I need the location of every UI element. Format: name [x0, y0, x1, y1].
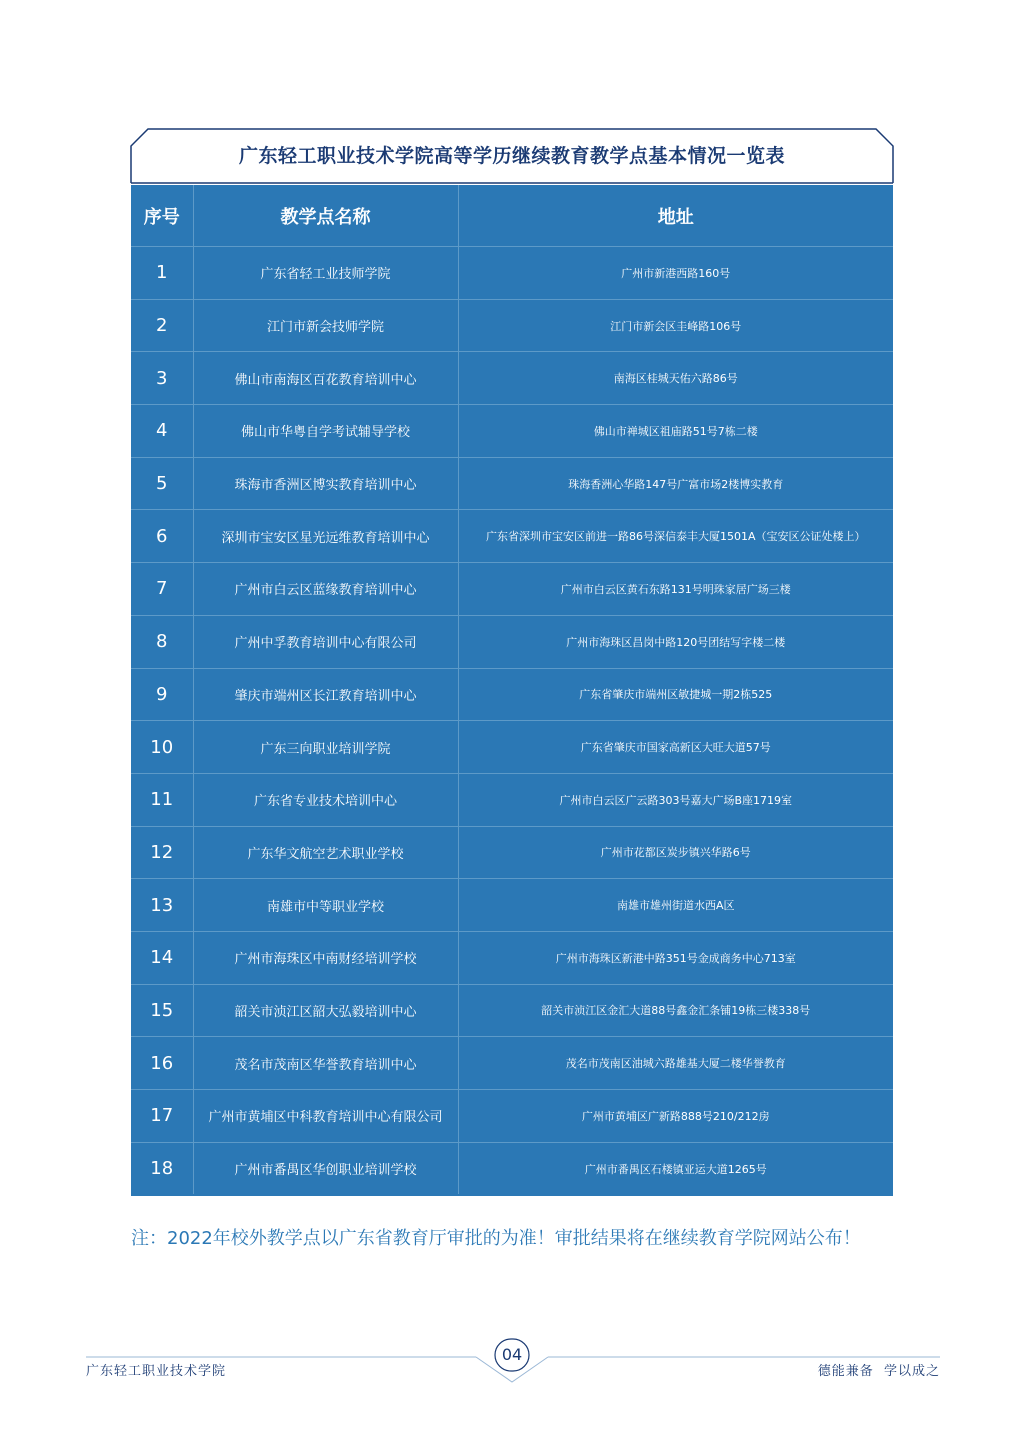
table-row — [131, 1037, 893, 1090]
row-number: 15 — [131, 984, 193, 1037]
table-row — [131, 668, 893, 721]
table-header-row — [131, 185, 893, 247]
row-number: 13 — [131, 879, 193, 932]
row-site-name: 广州市番禺区华创职业培训学校 — [193, 1142, 458, 1194]
table-row — [131, 1090, 893, 1143]
teaching-sites-table — [131, 185, 893, 1196]
row-number: 3 — [131, 352, 193, 405]
row-address: 韶关市浈江区金汇大道88号鑫金汇条铺19栋三楼338号 — [458, 984, 893, 1037]
row-site-name: 珠海市香洲区博实教育培训中心 — [193, 457, 458, 510]
table-row — [131, 510, 893, 563]
table-row — [131, 299, 893, 352]
row-number: 16 — [131, 1037, 193, 1090]
row-address: 广州市海珠区新港中路351号金成商务中心713室 — [458, 931, 893, 984]
row-site-name: 广东三向职业培训学院 — [193, 721, 458, 774]
row-number: 8 — [131, 615, 193, 668]
table-row — [131, 879, 893, 932]
row-address: 广东省肇庆市端州区敏捷城一期2栋525 — [458, 668, 893, 721]
row-site-name: 深圳市宝安区星光远维教育培训中心 — [193, 510, 458, 563]
row-number: 18 — [131, 1142, 193, 1194]
row-address: 广州市白云区黄石东路131号明珠家居广场三楼 — [458, 563, 893, 616]
row-site-name: 茂名市茂南区华誉教育培训中心 — [193, 1037, 458, 1090]
row-address: 广东省深圳市宝安区前进一路86号深信泰丰大厦1501A（宝安区公证处楼上） — [458, 510, 893, 563]
row-number: 10 — [131, 721, 193, 774]
row-number: 7 — [131, 563, 193, 616]
row-address: 广东省肇庆市国家高新区大旺大道57号 — [458, 721, 893, 774]
row-site-name: 广州市海珠区中南财经培训学校 — [193, 931, 458, 984]
row-address: 茂名市茂南区油城六路雄基大厦二楼华誉教育 — [458, 1037, 893, 1090]
row-number: 6 — [131, 510, 193, 563]
row-number: 14 — [131, 931, 193, 984]
approval-note: 注：2022年校外教学点以广东省教育厅审批的为准！审批结果将在继续教育学院网站公布！ — [131, 1228, 861, 1249]
row-site-name: 广东省轻工业技师学院 — [193, 247, 458, 300]
table-row — [131, 352, 893, 405]
row-address: 珠海香洲心华路147号广富市场2楼博实教育 — [458, 457, 893, 510]
row-site-name: 广东省专业技术培训中心 — [193, 773, 458, 826]
table-row — [131, 826, 893, 879]
row-number: 12 — [131, 826, 193, 879]
row-site-name: 广州中孚教育培训中心有限公司 — [193, 615, 458, 668]
row-site-name: 广州市黄埔区中科教育培训中心有限公司 — [193, 1090, 458, 1143]
row-site-name: 广州市白云区蓝缘教育培训中心 — [193, 563, 458, 616]
table-row — [131, 721, 893, 774]
row-address: 广州市番禺区石楼镇亚运大道1265号 — [458, 1142, 893, 1194]
row-number: 4 — [131, 405, 193, 458]
footer-motto: 德能兼备 学以成之 — [817, 1364, 940, 1379]
row-address: 广州市花都区炭步镇兴华路6号 — [458, 826, 893, 879]
row-number: 11 — [131, 773, 193, 826]
row-number: 2 — [131, 299, 193, 352]
row-site-name: 佛山市南海区百花教育培训中心 — [193, 352, 458, 405]
row-site-name: 佛山市华粤自学考试辅导学校 — [193, 405, 458, 458]
table-row — [131, 773, 893, 826]
row-site-name: 韶关市浈江区韶大弘毅培训中心 — [193, 984, 458, 1037]
title-banner — [130, 128, 894, 184]
row-address: 广州市新港西路160号 — [458, 247, 893, 300]
table-row — [131, 615, 893, 668]
row-address: 广州市海珠区昌岗中路120号团结写字楼二楼 — [458, 615, 893, 668]
footer-school-name: 广东轻工职业技术学院 — [86, 1364, 227, 1379]
page-title: 广东轻工职业技术学院高等学历继续教育教学点基本情况一览表 — [238, 145, 785, 167]
row-address: 南海区桂城天佑六路86号 — [458, 352, 893, 405]
table-row — [131, 1142, 893, 1194]
row-number: 1 — [131, 247, 193, 300]
page-number: 04 — [501, 1345, 523, 1364]
row-address: 江门市新会区圭峰路106号 — [458, 299, 893, 352]
header-number: 序号 — [131, 185, 193, 247]
table-row — [131, 457, 893, 510]
header-name: 教学点名称 — [193, 185, 458, 247]
row-number: 9 — [131, 668, 193, 721]
header-address: 地址 — [458, 185, 893, 247]
row-address: 广州市白云区广云路303号嘉大广场B座1719室 — [458, 773, 893, 826]
row-site-name: 南雄市中等职业学校 — [193, 879, 458, 932]
table-row — [131, 931, 893, 984]
row-site-name: 广东华文航空艺术职业学校 — [193, 826, 458, 879]
row-address: 南雄市雄州街道水西A区 — [458, 879, 893, 932]
row-number: 17 — [131, 1090, 193, 1143]
table-row — [131, 405, 893, 458]
row-address: 广州市黄埔区广新路888号210/212房 — [458, 1090, 893, 1143]
row-address: 佛山市禅城区祖庙路51号7栋二楼 — [458, 405, 893, 458]
row-site-name: 江门市新会技师学院 — [193, 299, 458, 352]
table-row — [131, 984, 893, 1037]
table-row — [131, 563, 893, 616]
row-site-name: 肇庆市端州区长江教育培训中心 — [193, 668, 458, 721]
row-number: 5 — [131, 457, 193, 510]
table-row — [131, 247, 893, 300]
